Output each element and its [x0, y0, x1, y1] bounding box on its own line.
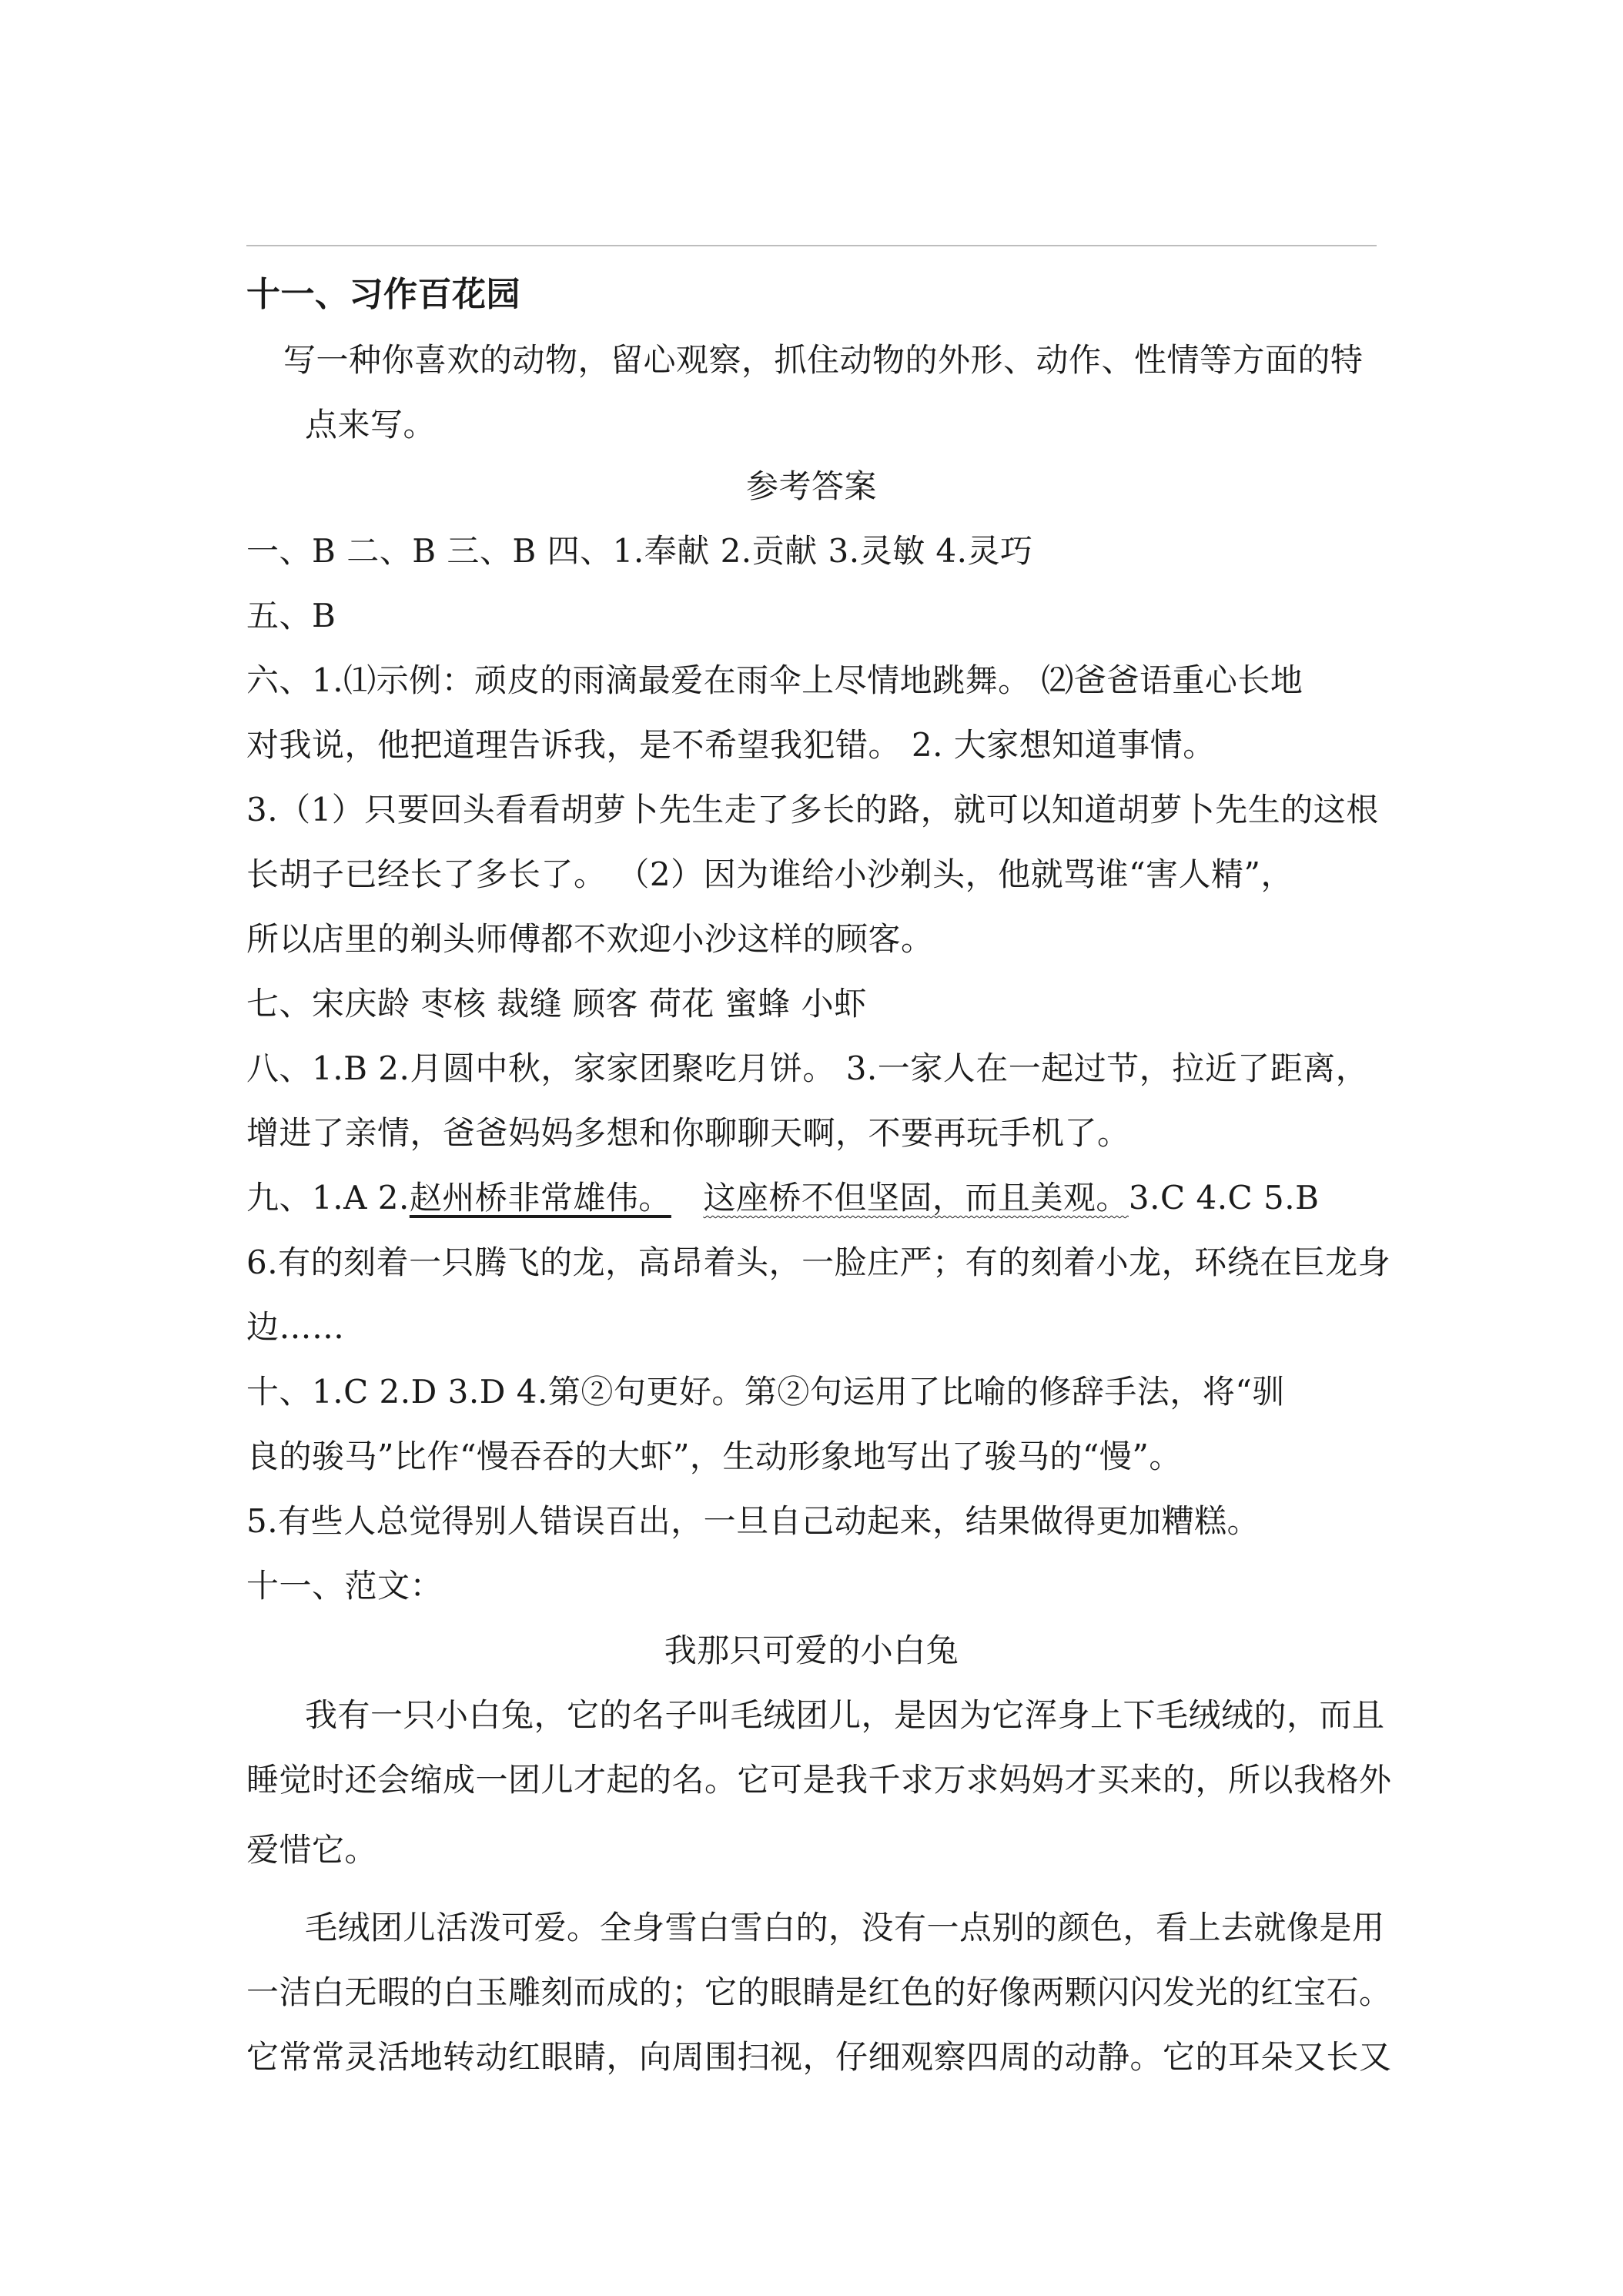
answer-line: 边…… [246, 1308, 345, 1346]
answer-nine-prefix: 九、1.A 2. [246, 1179, 410, 1217]
section-heading: 十一、习作百花园 [246, 275, 520, 314]
answer-line: 七、宋庆龄 枣核 裁缝 顾客 荷花 蜜蜂 小虾 [246, 985, 867, 1022]
answer-line: 长胡子已经长了多长了。 （2）因为谁给小沙剃头，他就骂谁“害人精”， [246, 855, 1294, 893]
answer-line: 一、B 二、B 三、B 四、1.奉献 2.贡献 3.灵敏 4.灵巧 [246, 532, 1033, 570]
answer-line: 对我说，他把道理告诉我，是不希望我犯错。 2. 大家想知道事情。 [246, 726, 1216, 764]
essay-paragraph-1-line: 我有一只小白兔，它的名子叫毛绒团儿，是因为它浑身上下毛绒绒的，而且 [305, 1696, 1385, 1734]
wavy-underlined-sentence: 这座桥不但坚固，而且美观。 [703, 1179, 1129, 1217]
answer-line: 所以店里的剃头师傅都不欢迎小沙这样的顾客。 [246, 920, 934, 958]
essay-paragraph-2-line: 毛绒团儿活泼可爱。全身雪白雪白的，没有一点别的颜色，看上去就像是用 [305, 1909, 1385, 1946]
answer-line: 五、B [246, 597, 336, 634]
writing-prompt-line-1: 写一种你喜欢的动物，留心观察，抓住动物的外形、动作、性情等方面的特 [283, 341, 1364, 379]
answer-line: 十一、范文： [246, 1567, 443, 1605]
answer-line: 八、1.B 2.月圆中秋，家家团聚吃月饼。 3.一家人在一起过节，拉近了距离， [246, 1049, 1369, 1087]
answer-line: 6.有的刻着一只腾飞的龙，高昂着头，一脸庄严；有的刻着小龙，环绕在巨龙身 [246, 1243, 1391, 1281]
underlined-sentence: 赵州桥非常雄伟。 [409, 1179, 671, 1217]
answer-line-nine [246, 1176, 1319, 1220]
essay-paragraph-1-line: 睡觉时还会缩成一团儿才起的名。它可是我千求万求妈妈才买来的，所以我格外 [246, 1761, 1392, 1799]
answer-line: 增进了亲情，爸爸妈妈多想和你聊聊天啊，不要再玩手机了。 [246, 1114, 1130, 1152]
answer-line: 良的骏马”比作“慢吞吞的大虾”，生动形象地写出了骏马的“慢”。 [246, 1438, 1182, 1475]
answer-line: 六、1.⑴示例：顽皮的雨滴最爱在雨伞上尽情地跳舞。 ⑵爸爸语重心长地 [246, 661, 1303, 699]
essay-paragraph-2-line: 它常常灵活地转动红眼睛，向周围扫视，仔细观察四周的动静。它的耳朵又长又 [246, 2038, 1392, 2076]
header-rule [246, 245, 1377, 246]
answer-line: 5.有些人总觉得别人错误百出，一旦自己动起来，结果做得更加糟糕。 [246, 1502, 1260, 1540]
answer-nine-suffix: 3.C 4.C 5.B [1128, 1179, 1320, 1217]
essay-title: 我那只可爱的小白兔 [664, 1632, 959, 1669]
answers-title: 参考答案 [745, 467, 877, 505]
answer-line: 十、1.C 2.D 3.D 4.第②句更好。第②句运用了比喻的修辞手法，将“驯 [246, 1373, 1285, 1411]
answer-line: 3.（1）只要回头看看胡萝卜先生走了多长的路，就可以知道胡萝卜先生的这根 [246, 791, 1379, 828]
essay-paragraph-1-line: 爱惜它。 [246, 1831, 378, 1869]
writing-prompt-line-2: 点来写。 [305, 406, 437, 443]
essay-paragraph-2-line: 一洁白无暇的白玉雕刻而成的；它的眼睛是红色的好像两颗闪闪发光的红宝石。 [246, 1973, 1392, 2011]
